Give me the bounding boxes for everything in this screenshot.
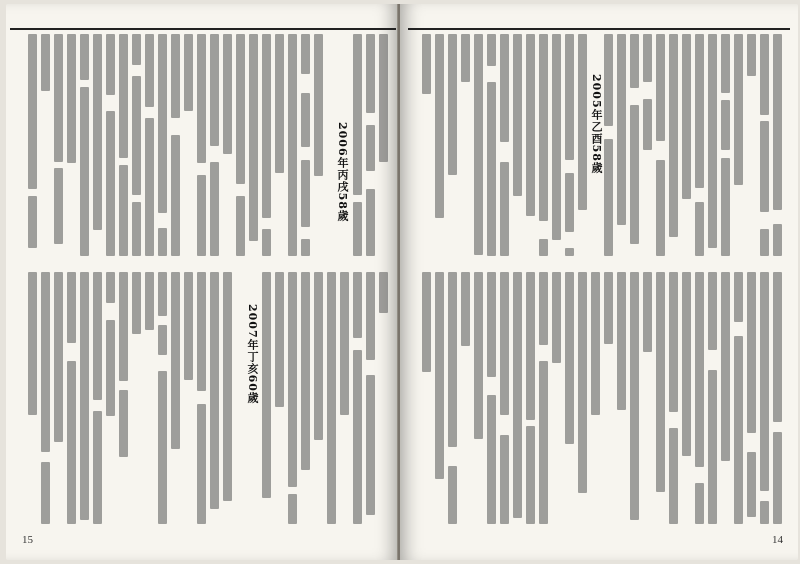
text-column — [262, 34, 271, 218]
text-column — [682, 34, 691, 199]
text-column — [366, 375, 375, 515]
text-column — [288, 494, 297, 524]
text-column — [145, 34, 154, 107]
text-column — [760, 272, 769, 491]
text-column — [734, 336, 743, 524]
text-column — [197, 404, 206, 524]
left-text-block-lower — [20, 272, 392, 524]
text-column — [669, 34, 678, 237]
text-column — [604, 139, 613, 256]
text-column — [539, 34, 548, 221]
text-column — [353, 202, 362, 256]
text-column — [773, 272, 782, 422]
text-column — [301, 34, 310, 74]
text-column — [487, 34, 496, 66]
text-column — [565, 272, 574, 444]
text-column — [708, 370, 717, 524]
text-column — [327, 272, 336, 524]
text-column — [669, 428, 678, 524]
text-column — [314, 272, 323, 440]
text-column — [28, 196, 37, 248]
text-column — [197, 272, 206, 391]
text-column — [461, 34, 470, 82]
text-column — [379, 34, 388, 162]
text-column — [275, 34, 284, 173]
text-column — [106, 111, 115, 256]
text-column — [145, 272, 154, 330]
text-column — [366, 125, 375, 171]
text-column — [158, 325, 167, 355]
text-column — [262, 229, 271, 256]
text-column — [773, 34, 782, 210]
text-column — [210, 162, 219, 256]
section-heading-2007: 2007年丁亥60歲 — [246, 304, 259, 404]
text-column — [630, 105, 639, 244]
text-column — [682, 272, 691, 456]
text-column — [500, 435, 509, 524]
text-column — [435, 272, 444, 479]
text-column — [288, 272, 297, 487]
text-column — [721, 272, 730, 461]
text-column — [106, 320, 115, 416]
text-column — [366, 189, 375, 256]
text-column — [28, 272, 37, 415]
text-column — [565, 34, 574, 160]
text-column — [760, 501, 769, 524]
text-column — [119, 165, 128, 256]
text-column — [353, 350, 362, 524]
text-column — [747, 34, 756, 76]
text-column — [223, 34, 232, 154]
text-column — [301, 160, 310, 228]
text-column — [54, 272, 63, 442]
text-column — [500, 162, 509, 256]
text-column — [565, 173, 574, 232]
text-column — [106, 272, 115, 303]
text-column — [210, 34, 219, 146]
top-rule — [10, 28, 396, 30]
text-column — [656, 272, 665, 492]
text-column — [617, 34, 626, 225]
text-column — [747, 272, 756, 433]
text-column — [526, 426, 535, 524]
text-column — [314, 34, 323, 176]
text-column — [474, 34, 483, 255]
text-column — [448, 34, 457, 175]
text-column — [656, 34, 665, 141]
text-column — [54, 34, 63, 162]
text-column — [171, 272, 180, 449]
text-column — [171, 34, 180, 118]
text-column — [552, 34, 561, 240]
text-column — [80, 272, 89, 520]
text-column — [539, 239, 548, 256]
text-column — [734, 34, 743, 185]
text-column — [448, 466, 457, 524]
text-column — [184, 34, 193, 111]
text-column — [106, 34, 115, 95]
text-column — [422, 272, 431, 372]
text-column — [184, 272, 193, 380]
text-column — [236, 196, 245, 256]
text-column — [119, 272, 128, 381]
text-column — [41, 272, 50, 452]
text-column — [539, 272, 548, 345]
text-column — [422, 34, 431, 94]
section-heading-2006: 2006年丙戌58歲 — [336, 122, 349, 222]
text-column — [708, 272, 717, 350]
text-column — [41, 34, 50, 91]
text-column — [526, 34, 535, 216]
text-column — [500, 272, 509, 415]
text-column — [197, 175, 206, 256]
section-heading-2005: 2005年乙酉58歲 — [590, 74, 603, 174]
text-column — [721, 100, 730, 150]
text-column — [513, 272, 522, 518]
text-column — [54, 168, 63, 244]
text-column — [132, 34, 141, 65]
text-column — [695, 202, 704, 256]
text-column — [340, 272, 349, 415]
page-number-right: 14 — [772, 534, 783, 546]
text-column — [695, 272, 704, 467]
text-column — [435, 34, 444, 218]
left-page — [6, 4, 398, 560]
text-column — [643, 99, 652, 150]
text-column — [773, 224, 782, 256]
text-column — [448, 272, 457, 447]
text-column — [721, 34, 730, 93]
text-column — [93, 272, 102, 400]
text-column — [773, 432, 782, 524]
text-column — [461, 272, 470, 346]
text-column — [500, 34, 509, 142]
right-page — [400, 4, 798, 560]
text-column — [760, 34, 769, 115]
text-column — [643, 272, 652, 352]
text-column — [708, 34, 717, 248]
text-column — [487, 272, 496, 377]
text-column — [171, 135, 180, 256]
text-column — [132, 202, 141, 256]
text-column — [67, 272, 76, 343]
text-column — [119, 390, 128, 457]
text-column — [301, 239, 310, 256]
text-column — [366, 34, 375, 113]
text-column — [223, 272, 232, 501]
text-column — [249, 34, 258, 241]
text-column — [578, 34, 587, 210]
text-column — [760, 121, 769, 212]
text-column — [565, 248, 574, 256]
text-column — [80, 34, 89, 80]
text-column — [41, 462, 50, 524]
text-column — [643, 34, 652, 82]
right-text-block-lower — [414, 272, 786, 524]
text-column — [93, 411, 102, 524]
text-column — [760, 229, 769, 256]
text-column — [474, 272, 483, 439]
text-column — [353, 272, 362, 338]
top-rule-right — [408, 28, 790, 30]
text-column — [132, 76, 141, 194]
text-column — [288, 34, 297, 256]
text-column — [366, 272, 375, 360]
text-column — [669, 272, 678, 412]
page-number-left: 15 — [22, 534, 33, 546]
text-column — [158, 228, 167, 256]
open-booklet — [6, 4, 798, 560]
text-column — [67, 34, 76, 163]
text-column — [526, 272, 535, 420]
text-column — [132, 272, 141, 334]
text-column — [197, 34, 206, 163]
text-column — [513, 34, 522, 196]
text-column — [591, 272, 600, 415]
text-column — [721, 158, 730, 256]
text-column — [656, 160, 665, 256]
text-column — [158, 371, 167, 524]
text-column — [630, 34, 639, 88]
text-column — [93, 34, 102, 230]
text-column — [630, 272, 639, 520]
text-column — [301, 272, 310, 470]
text-column — [275, 272, 284, 407]
text-column — [158, 34, 167, 213]
text-column — [67, 361, 76, 524]
text-column — [604, 34, 613, 126]
text-column — [236, 34, 245, 184]
text-column — [747, 452, 756, 517]
text-column — [379, 272, 388, 313]
text-column — [353, 34, 362, 195]
text-column — [301, 93, 310, 147]
text-column — [734, 272, 743, 322]
text-column — [28, 34, 37, 189]
text-column — [695, 34, 704, 188]
text-column — [145, 118, 154, 256]
text-column — [119, 34, 128, 158]
text-column — [578, 272, 587, 493]
text-column — [487, 395, 496, 524]
text-column — [604, 272, 613, 344]
text-column — [552, 272, 561, 363]
text-column — [487, 82, 496, 256]
text-column — [695, 483, 704, 524]
text-column — [262, 272, 271, 498]
text-column — [158, 272, 167, 316]
text-column — [210, 272, 219, 509]
text-column — [539, 361, 548, 524]
text-column — [617, 272, 626, 410]
text-column — [80, 87, 89, 256]
